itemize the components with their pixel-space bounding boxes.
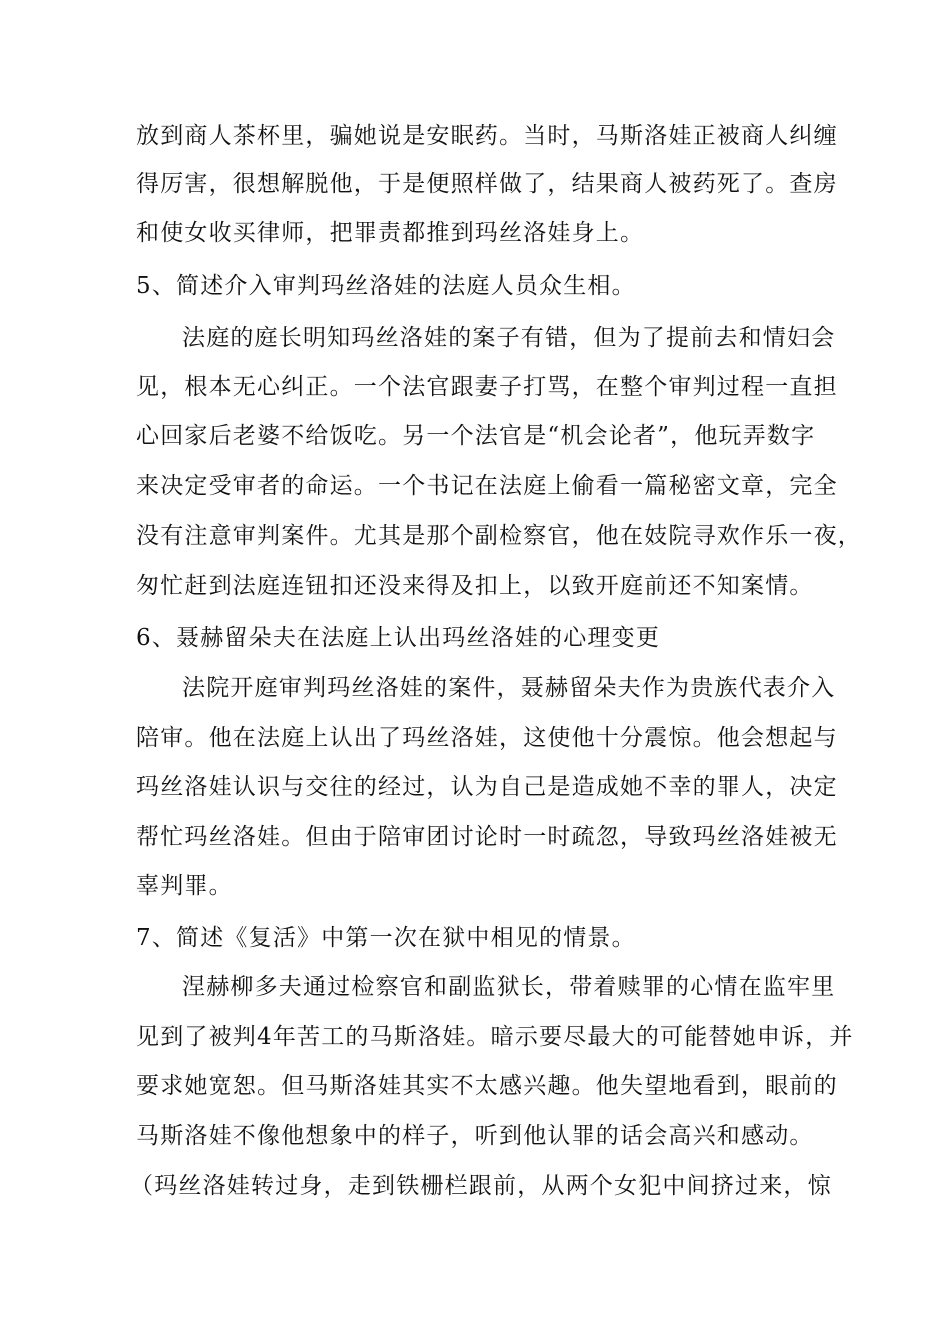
paragraph-line: 玛丝洛娃认识与交往的经过，认为自己是造成她不幸的罪人，决定: [136, 774, 838, 800]
paragraph-line: 帮忙玛丝洛娃。但由于陪审团讨论时一时疏忽，导致玛丝洛娃被无: [136, 824, 838, 850]
paragraph-line: 法庭的庭长明知玛丝洛娃的案子有错，但为了提前去和情妇会: [182, 325, 836, 351]
paragraph-line: 没有注意审判案件。尤其是那个副检察官，他在妓院寻欢作乐一夜，: [136, 523, 862, 549]
paragraph-line: 法院开庭审判玛丝洛娃的案件，聂赫留朵夫作为贵族代表介入: [182, 675, 836, 701]
paragraph-line: （玛丝洛娃转过身，走到铁栅栏跟前，从两个女犯中间挤过来，惊: [130, 1173, 832, 1199]
paragraph-line: 涅赫柳多夫通过检察官和副监狱长，带着赎罪的心情在监牢里: [182, 974, 836, 1000]
paragraph-line: 见到了被判4年苦工的马斯洛娃。暗示要尽最大的可能替她申诉，并: [136, 1024, 854, 1050]
paragraph-line: 要求她宽恕。但马斯洛娃其实不太感兴趣。他失望地看到，眼前的: [136, 1073, 838, 1099]
section-heading-6: 6、聂赫留朵夫在法庭上认出玛丝洛娃的心理变更: [136, 625, 661, 651]
paragraph-line: 放到商人茶杯里，骗她说是安眠药。当时，马斯洛娃正被商人纠缠: [136, 123, 838, 149]
paragraph-line: 马斯洛娃不像他想象中的样子，听到他认罪的话会高兴和感动。: [136, 1123, 814, 1149]
paragraph-line: 和使女收买律师，把罪责都推到玛丝洛娃身上。: [136, 220, 645, 246]
paragraph-line: 匆忙赶到法庭连钮扣还没来得及扣上，以致开庭前还不知案情。: [136, 573, 814, 599]
paragraph-line: 陪审。他在法庭上认出了玛丝洛娃，这使他十分震惊。他会想起与: [136, 725, 838, 751]
paragraph-line: 见，根本无心纠正。一个法官跟妻子打骂，在整个审判过程一直担: [136, 374, 838, 400]
paragraph-line: 心回家后老婆不给饭吃。另一个法官是“机会论者”，他玩弄数字: [136, 423, 816, 449]
paragraph-line: 辜判罪。: [136, 873, 233, 899]
paragraph-line: 来决定受审者的命运。一个书记在法庭上偷看一篇秘密文章，完全: [136, 473, 838, 499]
section-heading-5: 5、简述介入审判玛丝洛娃的法庭人员众生相。: [136, 273, 636, 299]
section-heading-7: 7、简述《复活》中第一次在狱中相见的情景。: [136, 925, 636, 951]
paragraph-line: 得厉害，很想解脱他，于是便照样做了，结果商人被药死了。查房: [136, 171, 838, 197]
